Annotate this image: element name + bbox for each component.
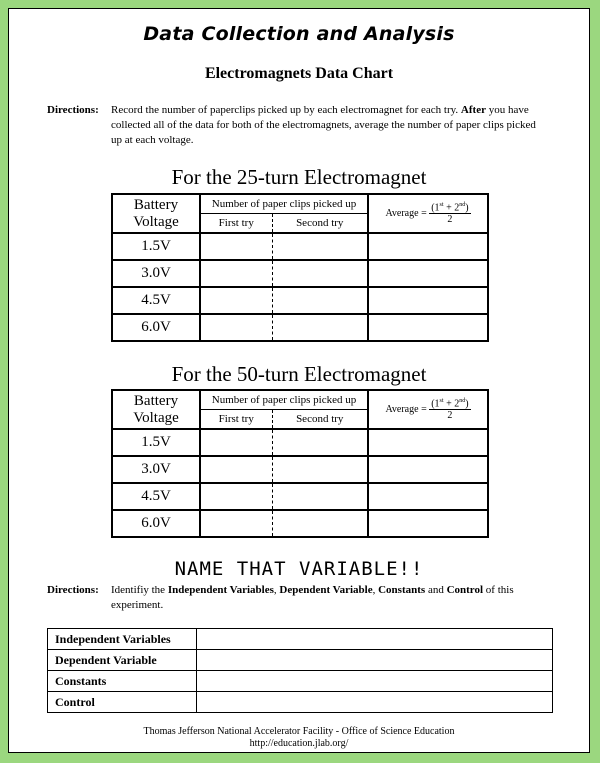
voltage-header-line: Voltage bbox=[133, 213, 179, 230]
table-row bbox=[112, 287, 488, 314]
second-try-cell[interactable] bbox=[272, 429, 368, 456]
page-subtitle: Electromagnets Data Chart bbox=[204, 65, 394, 82]
average-header bbox=[368, 194, 488, 233]
voltage-cell: 6.0V bbox=[112, 314, 200, 341]
first-try-cell[interactable] bbox=[200, 287, 272, 314]
voltage-header-line: Battery bbox=[133, 392, 179, 409]
table-row bbox=[112, 510, 488, 537]
variables-table bbox=[47, 628, 553, 713]
directions-text bbox=[111, 583, 539, 613]
voltage-header bbox=[112, 390, 200, 429]
average-cell[interactable] bbox=[368, 429, 488, 456]
voltage-cell: 1.5V bbox=[112, 233, 200, 260]
first-try-cell[interactable] bbox=[200, 429, 272, 456]
second-try-cell[interactable] bbox=[272, 287, 368, 314]
directions-bold-word: Independent Variables bbox=[167, 584, 274, 596]
directions-text-part: of this experiment. bbox=[111, 584, 514, 611]
voltage-header bbox=[112, 194, 200, 233]
worksheet-page bbox=[8, 8, 590, 753]
first-try-cell[interactable] bbox=[200, 260, 272, 287]
first-try-cell[interactable] bbox=[200, 510, 272, 537]
average-cell[interactable] bbox=[368, 260, 488, 287]
variables-answer-cell[interactable] bbox=[197, 650, 553, 671]
directions-variables bbox=[47, 583, 539, 613]
directions-bold-word: After bbox=[460, 104, 486, 116]
directions-text-part: Record the number of paperclips picked up by each electromagnet for each try. bbox=[111, 104, 461, 116]
voltage-header-line: Battery bbox=[133, 196, 179, 213]
variables-row bbox=[48, 629, 553, 650]
average-header bbox=[368, 390, 488, 429]
table-row bbox=[112, 483, 488, 510]
voltage-cell: 3.0V bbox=[112, 260, 200, 287]
variables-row-label: Control bbox=[48, 692, 197, 713]
voltage-cell: 6.0V bbox=[112, 510, 200, 537]
variables-row bbox=[48, 650, 553, 671]
average-cell[interactable] bbox=[368, 456, 488, 483]
variables-row-label: Dependent Variable bbox=[48, 650, 197, 671]
variables-row bbox=[48, 692, 553, 713]
second-try-header: Second try bbox=[272, 214, 368, 234]
footer-url: http://education.jlab.org/ bbox=[249, 738, 349, 749]
average-numerator: (1st + 2nd) bbox=[431, 201, 469, 214]
page-title: Data Collection and Analysis bbox=[143, 23, 455, 45]
average-cell[interactable] bbox=[368, 510, 488, 537]
second-try-header: Second try bbox=[272, 410, 368, 430]
table-row bbox=[112, 456, 488, 483]
directions-text-part: and bbox=[425, 584, 447, 596]
directions-text bbox=[111, 103, 539, 148]
table-row bbox=[112, 233, 488, 260]
second-try-cell[interactable] bbox=[272, 510, 368, 537]
variables-answer-cell[interactable] bbox=[197, 629, 553, 650]
directions-text-part: , bbox=[273, 584, 280, 596]
second-try-cell[interactable] bbox=[272, 456, 368, 483]
directions-data bbox=[47, 103, 539, 148]
average-label: Average = bbox=[385, 404, 427, 415]
average-formula bbox=[429, 202, 470, 225]
directions-bold-word: Constants bbox=[378, 584, 426, 596]
first-try-cell[interactable] bbox=[200, 456, 272, 483]
footer-organization: Thomas Jefferson National Accelerator Facility - Office of Science Education bbox=[143, 726, 455, 737]
directions-text-part: , bbox=[372, 584, 379, 596]
average-formula bbox=[429, 398, 470, 421]
average-cell[interactable] bbox=[368, 483, 488, 510]
clips-header: Number of paper clips picked up bbox=[200, 390, 368, 410]
variables-row bbox=[48, 671, 553, 692]
variables-title: NAME THAT VARIABLE!! bbox=[174, 558, 424, 580]
table-row bbox=[112, 429, 488, 456]
page-footer bbox=[9, 726, 589, 750]
variables-answer-cell[interactable] bbox=[197, 692, 553, 713]
average-cell[interactable] bbox=[368, 287, 488, 314]
first-try-header: First try bbox=[200, 410, 272, 430]
directions-label: Directions: bbox=[47, 584, 99, 596]
variables-row-label: Constants bbox=[48, 671, 197, 692]
second-try-cell[interactable] bbox=[272, 233, 368, 260]
table-row bbox=[112, 314, 488, 341]
first-try-cell[interactable] bbox=[200, 233, 272, 260]
voltage-cell: 1.5V bbox=[112, 429, 200, 456]
clips-header: Number of paper clips picked up bbox=[200, 194, 368, 214]
table-header-row bbox=[112, 390, 488, 410]
variables-row-label: Independent Variables bbox=[48, 629, 197, 650]
directions-text-part: you have collected all of the data for both of the electromagnets, average the number of paper clips picked up at each voltage. bbox=[111, 104, 536, 146]
data-table-50-turn bbox=[111, 389, 489, 538]
second-try-cell[interactable] bbox=[272, 260, 368, 287]
average-denominator: 2 bbox=[447, 214, 453, 226]
voltage-cell: 4.5V bbox=[112, 287, 200, 314]
average-cell[interactable] bbox=[368, 314, 488, 341]
second-try-cell[interactable] bbox=[272, 483, 368, 510]
table-row bbox=[112, 260, 488, 287]
first-try-cell[interactable] bbox=[200, 483, 272, 510]
average-label: Average = bbox=[385, 208, 427, 219]
table-title-50-turn: For the 50-turn Electromagnet bbox=[171, 362, 427, 386]
first-try-cell[interactable] bbox=[200, 314, 272, 341]
directions-bold-word: Dependent Variable bbox=[279, 584, 373, 596]
average-denominator: 2 bbox=[447, 410, 453, 422]
average-numerator: (1st + 2nd) bbox=[431, 397, 469, 410]
directions-bold-word: Control bbox=[446, 584, 484, 596]
data-table-25-turn bbox=[111, 193, 489, 342]
table-title-25-turn: For the 25-turn Electromagnet bbox=[171, 165, 427, 189]
directions-text-part: Identifiy the bbox=[111, 584, 168, 596]
table-header-row bbox=[112, 194, 488, 214]
variables-answer-cell[interactable] bbox=[197, 671, 553, 692]
first-try-header: First try bbox=[200, 214, 272, 234]
directions-label: Directions: bbox=[47, 104, 99, 116]
voltage-cell: 4.5V bbox=[112, 483, 200, 510]
average-cell[interactable] bbox=[368, 233, 488, 260]
voltage-header-line: Voltage bbox=[133, 409, 179, 426]
second-try-cell[interactable] bbox=[272, 314, 368, 341]
voltage-cell: 3.0V bbox=[112, 456, 200, 483]
